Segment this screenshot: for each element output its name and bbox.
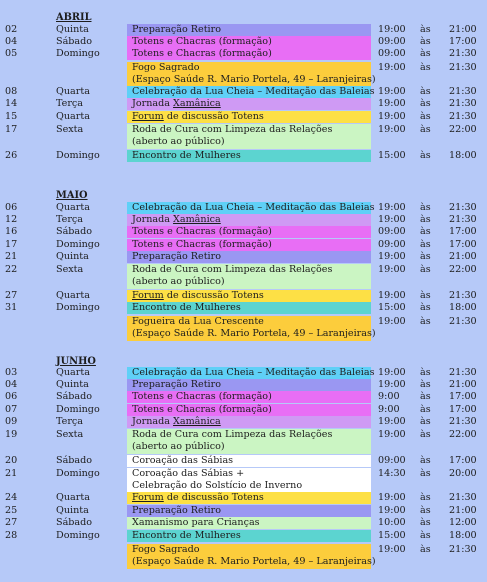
time-separator: às [420, 455, 431, 466]
event-title: Fogo Sagrado [132, 62, 200, 73]
schedule-row [0, 226, 487, 238]
event-title: Encontro de Mulheres [132, 530, 241, 541]
time-separator: às [420, 86, 431, 97]
time-separator: às [420, 24, 431, 35]
schedule-row [0, 150, 487, 162]
underlined-word: Forum [132, 492, 164, 503]
schedule-row [0, 416, 487, 428]
event-cell [127, 530, 371, 542]
event-title: Jornada Xamânica [132, 98, 221, 109]
weekday: Sábado [56, 391, 93, 402]
schedule-row [0, 98, 487, 110]
time-separator: às [420, 239, 431, 250]
time-separator: às [420, 202, 431, 213]
schedule-row [0, 62, 487, 87]
time-separator: às [420, 36, 431, 47]
schedule-row [0, 455, 487, 467]
event-title: Forum de discussão Totens [132, 290, 264, 301]
time-separator: às [420, 492, 431, 503]
schedule-row [0, 24, 487, 36]
weekday: Quarta [56, 202, 90, 213]
start-time: 19:00 [378, 62, 406, 73]
time-separator: às [420, 302, 431, 313]
event-cell [127, 316, 376, 341]
event-cell [127, 379, 371, 391]
event-detail: (Espaço Saúde R. Mario Portela, 49 – Laranjeiras) [132, 328, 376, 339]
event-cell [127, 517, 371, 529]
end-time: 21:30 [449, 86, 477, 97]
start-time: 19:00 [378, 214, 406, 225]
schedule-row [0, 391, 487, 403]
event-title: Encontro de Mulheres [132, 150, 241, 161]
start-time: 15:00 [378, 302, 406, 313]
schedule-row [0, 468, 487, 493]
schedule-row [0, 505, 487, 517]
start-time: 09:00 [378, 226, 406, 237]
event-title: Forum de discussão Totens [132, 111, 264, 122]
underlined-word: Forum [132, 111, 164, 122]
event-title: Preparação Retiro [132, 505, 221, 516]
start-time: 19:00 [378, 202, 406, 213]
end-time: 21:30 [449, 544, 477, 555]
day-number: 27 [5, 517, 18, 528]
day-number: 05 [5, 48, 18, 59]
event-detail: (Espaço Saúde R. Mario Portela, 49 – Laranjeiras) [132, 74, 376, 85]
event-title: Fogo Sagrado [132, 544, 200, 555]
underlined-word: Forum [132, 290, 164, 301]
start-time: 9:00 [378, 391, 400, 402]
end-time: 21:30 [449, 416, 477, 427]
start-time: 19:00 [378, 316, 406, 327]
start-time: 19:00 [378, 251, 406, 262]
time-separator: às [420, 226, 431, 237]
time-separator: às [420, 404, 431, 415]
end-time: 22:00 [449, 264, 477, 275]
time-separator: às [420, 150, 431, 161]
event-cell [127, 429, 371, 454]
end-time: 21:30 [449, 367, 477, 378]
schedule-row [0, 517, 487, 529]
start-time: 19:00 [378, 544, 406, 555]
weekday: Domingo [56, 530, 100, 541]
end-time: 21:30 [449, 202, 477, 213]
end-time: 21:30 [449, 290, 477, 301]
schedule-row [0, 111, 487, 123]
schedule-row [0, 86, 487, 98]
event-title: Xamanismo para Crianças [132, 517, 260, 528]
event-cell [127, 62, 376, 87]
weekday: Sexta [56, 429, 84, 440]
time-separator: às [420, 530, 431, 541]
schedule-row [0, 239, 487, 251]
event-title: Preparação Retiro [132, 379, 221, 390]
schedule-row [0, 264, 487, 289]
time-separator: às [420, 48, 431, 59]
day-number: 20 [5, 455, 18, 466]
schedule-row [0, 36, 487, 48]
month-heading: MAIO [56, 190, 88, 201]
event-cell [127, 124, 371, 149]
underlined-word: Xamânica [173, 98, 221, 109]
event-title: Celebração da Lua Cheia – Meditação das Baleias [132, 86, 375, 97]
time-separator: às [420, 124, 431, 135]
weekday: Domingo [56, 48, 100, 59]
day-number: 02 [5, 24, 18, 35]
event-cell [127, 367, 375, 379]
event-title: Totens e Chacras (formação) [132, 226, 272, 237]
day-number: 22 [5, 264, 18, 275]
end-time: 12:00 [449, 517, 477, 528]
event-title: Preparação Retiro [132, 24, 221, 35]
weekday: Terça [56, 98, 84, 109]
underlined-word: Xamânica [173, 416, 221, 427]
start-time: 09:00 [378, 455, 406, 466]
day-number: 06 [5, 391, 18, 402]
event-cell [127, 239, 371, 251]
event-cell [127, 544, 376, 569]
end-time: 18:00 [449, 302, 477, 313]
start-time: 19:00 [378, 98, 406, 109]
start-time: 19:00 [378, 379, 406, 390]
end-time: 18:00 [449, 150, 477, 161]
weekday: Quarta [56, 86, 90, 97]
schedule-row [0, 48, 487, 60]
day-number: 31 [5, 302, 18, 313]
day-number: 17 [5, 239, 18, 250]
day-number: 08 [5, 86, 18, 97]
day-number: 04 [5, 36, 18, 47]
schedule-row [0, 404, 487, 416]
end-time: 17:00 [449, 391, 477, 402]
time-separator: às [420, 316, 431, 327]
start-time: 09:00 [378, 48, 406, 59]
day-number: 06 [5, 202, 18, 213]
start-time: 19:00 [378, 264, 406, 275]
time-separator: às [420, 391, 431, 402]
day-number: 27 [5, 290, 18, 301]
event-title: Totens e Chacras (formação) [132, 404, 272, 415]
time-separator: às [420, 468, 431, 479]
event-detail: (aberto ao público) [132, 441, 225, 452]
end-time: 21:30 [449, 492, 477, 503]
event-cell [127, 251, 371, 263]
schedule-row [0, 367, 487, 379]
event-cell [127, 468, 371, 493]
end-time: 17:00 [449, 455, 477, 466]
event-cell [127, 290, 371, 302]
time-separator: às [420, 505, 431, 516]
schedule-row [0, 251, 487, 263]
end-time: 21:00 [449, 251, 477, 262]
event-cell [127, 111, 371, 123]
event-title: Roda de Cura com Limpeza das Relações [132, 264, 333, 275]
end-time: 18:00 [449, 530, 477, 541]
event-cell [127, 48, 371, 60]
schedule-row [0, 492, 487, 504]
start-time: 19:00 [378, 505, 406, 516]
weekday: Terça [56, 214, 84, 225]
start-time: 14:30 [378, 468, 406, 479]
time-separator: às [420, 264, 431, 275]
event-cell [127, 98, 371, 110]
weekday: Sábado [56, 36, 93, 47]
weekday: Terça [56, 416, 84, 427]
weekday: Domingo [56, 302, 100, 313]
event-title: Totens e Chacras (formação) [132, 48, 272, 59]
day-number: 12 [5, 214, 18, 225]
event-cell [127, 404, 371, 416]
day-number: 15 [5, 111, 18, 122]
weekday: Sábado [56, 455, 93, 466]
start-time: 19:00 [378, 492, 406, 503]
event-cell [127, 36, 371, 48]
start-time: 15:00 [378, 530, 406, 541]
day-number: 16 [5, 226, 18, 237]
end-time: 21:30 [449, 214, 477, 225]
start-time: 10:00 [378, 517, 406, 528]
time-separator: às [420, 62, 431, 73]
event-title: Celebração da Lua Cheia – Meditação das Baleias [132, 367, 375, 378]
schedule-row [0, 429, 487, 454]
schedule-row [0, 379, 487, 391]
weekday: Domingo [56, 468, 100, 479]
schedule-row [0, 124, 487, 149]
weekday: Quarta [56, 367, 90, 378]
start-time: 19:00 [378, 124, 406, 135]
event-detail: (aberto ao público) [132, 136, 225, 147]
weekday: Quarta [56, 111, 90, 122]
day-number: 24 [5, 492, 18, 503]
event-title: Totens e Chacras (formação) [132, 391, 272, 402]
day-number: 17 [5, 124, 18, 135]
end-time: 22:00 [449, 429, 477, 440]
start-time: 19:00 [378, 290, 406, 301]
event-title: Fogueira da Lua Crescente [132, 316, 264, 327]
event-cell [127, 505, 371, 517]
time-separator: às [420, 517, 431, 528]
end-time: 21:30 [449, 48, 477, 59]
event-title: Totens e Chacras (formação) [132, 239, 272, 250]
day-number: 19 [5, 429, 18, 440]
event-cell [127, 391, 371, 403]
start-time: 15:00 [378, 150, 406, 161]
event-cell [127, 264, 371, 289]
event-detail: (Espaço Saúde R. Mario Portela, 49 – Laranjeiras) [132, 556, 376, 567]
event-cell [127, 86, 375, 98]
start-time: 9:00 [378, 404, 400, 415]
time-separator: às [420, 290, 431, 301]
end-time: 21:30 [449, 98, 477, 109]
schedule-row [0, 202, 487, 214]
end-time: 17:00 [449, 226, 477, 237]
weekday: Domingo [56, 404, 100, 415]
weekday: Sexta [56, 124, 84, 135]
time-separator: às [420, 214, 431, 225]
start-time: 19:00 [378, 367, 406, 378]
day-number: 26 [5, 150, 18, 161]
day-number: 09 [5, 416, 18, 427]
time-separator: às [420, 379, 431, 390]
weekday: Quinta [56, 24, 89, 35]
time-separator: às [420, 98, 431, 109]
event-cell [127, 492, 371, 504]
day-number: 21 [5, 251, 18, 262]
event-title: Jornada Xamânica [132, 214, 221, 225]
start-time: 19:00 [378, 111, 406, 122]
event-title: Coroação das Sábias + [132, 468, 245, 479]
end-time: 21:00 [449, 24, 477, 35]
schedule-row [0, 290, 487, 302]
event-cell [127, 150, 371, 162]
time-separator: às [420, 367, 431, 378]
start-time: 09:00 [378, 36, 406, 47]
start-time: 19:00 [378, 416, 406, 427]
weekday: Domingo [56, 150, 100, 161]
end-time: 17:00 [449, 36, 477, 47]
start-time: 19:00 [378, 429, 406, 440]
event-title: Celebração da Lua Cheia – Meditação das Baleias [132, 202, 375, 213]
time-separator: às [420, 429, 431, 440]
start-time: 19:00 [378, 86, 406, 97]
weekday: Quarta [56, 290, 90, 301]
weekday: Sexta [56, 264, 84, 275]
day-number: 04 [5, 379, 18, 390]
weekday: Sábado [56, 226, 93, 237]
event-title: Coroação das Sábias [132, 455, 234, 466]
event-title: Jornada Xamânica [132, 416, 221, 427]
event-detail: Celebração do Solstício de Inverno [132, 480, 303, 491]
start-time: 19:00 [378, 24, 406, 35]
schedule-row [0, 530, 487, 542]
weekday: Domingo [56, 239, 100, 250]
schedule-row [0, 302, 487, 314]
event-detail: (aberto ao público) [132, 276, 225, 287]
time-separator: às [420, 544, 431, 555]
month-heading: JUNHO [56, 356, 96, 367]
day-number: 07 [5, 404, 18, 415]
end-time: 21:00 [449, 505, 477, 516]
weekday: Quinta [56, 251, 89, 262]
weekday: Quarta [56, 492, 90, 503]
end-time: 17:00 [449, 239, 477, 250]
day-number: 03 [5, 367, 18, 378]
day-number: 21 [5, 468, 18, 479]
event-cell [127, 214, 371, 226]
schedule-row [0, 316, 487, 341]
event-title: Preparação Retiro [132, 251, 221, 262]
event-title: Roda de Cura com Limpeza das Relações [132, 429, 333, 440]
end-time: 17:00 [449, 404, 477, 415]
end-time: 21:00 [449, 379, 477, 390]
time-separator: às [420, 251, 431, 262]
end-time: 21:30 [449, 111, 477, 122]
end-time: 21:30 [449, 62, 477, 73]
schedule-row [0, 544, 487, 569]
day-number: 25 [5, 505, 18, 516]
event-title: Encontro de Mulheres [132, 302, 241, 313]
event-cell [127, 302, 371, 314]
event-cell [127, 202, 375, 214]
start-time: 09:00 [378, 239, 406, 250]
event-cell [127, 416, 371, 428]
event-cell [127, 226, 371, 238]
event-title: Forum de discussão Totens [132, 492, 264, 503]
end-time: 21:30 [449, 316, 477, 327]
day-number: 14 [5, 98, 18, 109]
schedule-row [0, 214, 487, 226]
end-time: 22:00 [449, 124, 477, 135]
underlined-word: Xamânica [173, 214, 221, 225]
time-separator: às [420, 111, 431, 122]
event-cell [127, 455, 371, 467]
end-time: 20:00 [449, 468, 477, 479]
time-separator: às [420, 416, 431, 427]
event-title: Roda de Cura com Limpeza das Relações [132, 124, 333, 135]
day-number: 28 [5, 530, 18, 541]
event-title: Totens e Chacras (formação) [132, 36, 272, 47]
weekday: Sábado [56, 517, 93, 528]
weekday: Quinta [56, 379, 89, 390]
event-cell [127, 24, 371, 36]
month-heading: ABRIL [56, 12, 92, 23]
weekday: Quinta [56, 505, 89, 516]
